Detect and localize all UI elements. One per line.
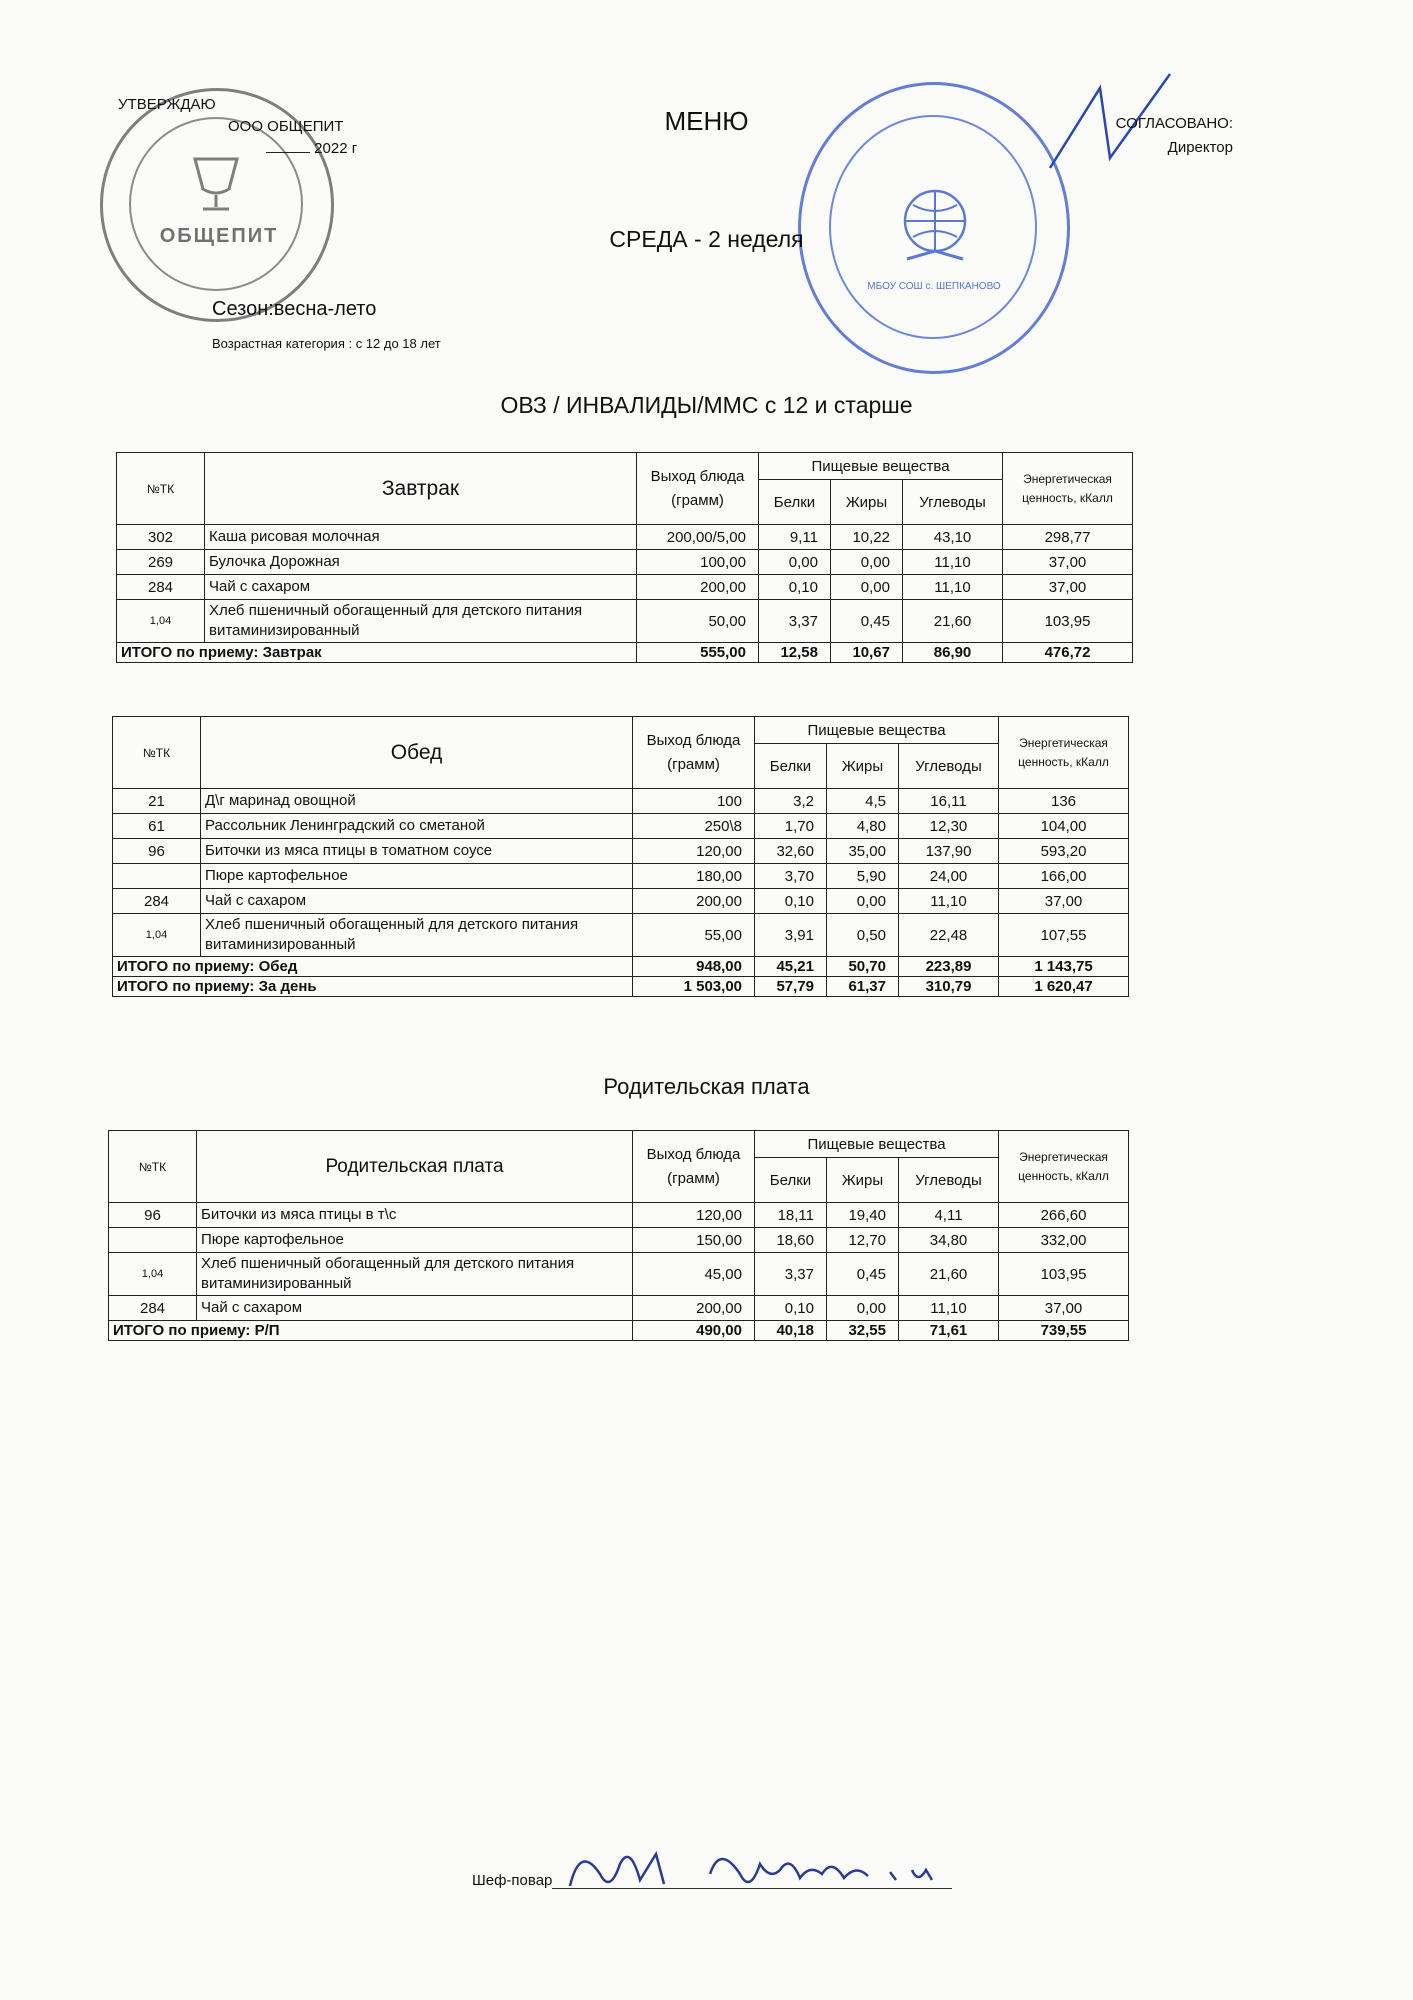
row-name: Рассольник Ленинградский со сметаной (201, 814, 633, 839)
row-carbs: 11,10 (903, 575, 1003, 600)
row-carbs: 16,11 (899, 789, 999, 814)
total-yield: 555,00 (637, 643, 759, 663)
row-yield: 120,00 (633, 1203, 755, 1228)
table-row (117, 525, 1133, 550)
row-code: 302 (117, 525, 205, 550)
col-nutrients-header: Пищевые вещества (759, 453, 1003, 480)
total-label: ИТОГО по приему: Р/П (109, 1321, 633, 1341)
breakfast-rows (117, 525, 1133, 643)
parent-section-title: Родительская плата (603, 1074, 810, 1099)
breakfast-total-row (117, 643, 1133, 663)
col-code-header: №ТК (113, 717, 201, 789)
row-code (113, 864, 201, 889)
row-code: 284 (117, 575, 205, 600)
row-name: Хлеб пшеничный обогащенный для детского питания витаминизированный (197, 1253, 633, 1296)
row-code: 284 (113, 889, 201, 914)
row-energy: 103,95 (1003, 600, 1133, 643)
table-row (113, 864, 1129, 889)
row-energy: 266,60 (999, 1203, 1129, 1228)
meal-header: Родительская плата (197, 1131, 633, 1203)
total-energy: 476,72 (1003, 643, 1133, 663)
row-name: Биточки из мяса птицы в томатном соусе (201, 839, 633, 864)
row-carbs: 12,30 (899, 814, 999, 839)
chef-signature (560, 1834, 980, 1904)
row-code: 1,04 (109, 1253, 197, 1296)
col-yield-header: Выход блюда (грамм) (633, 717, 755, 789)
table-row (109, 1203, 1129, 1228)
row-energy: 136 (999, 789, 1129, 814)
row-carbs: 137,90 (899, 839, 999, 864)
approve-label: УТВЕРЖДАЮ (118, 96, 216, 113)
row-protein: 3,70 (755, 864, 827, 889)
total-energy: 739,55 (999, 1321, 1129, 1341)
row-energy: 37,00 (999, 1296, 1129, 1321)
col-nutrients-header: Пищевые вещества (755, 717, 999, 744)
row-yield: 200,00 (637, 575, 759, 600)
row-yield: 55,00 (633, 914, 755, 957)
col-yield-header: Выход блюда (грамм) (633, 1131, 755, 1203)
row-protein: 0,00 (759, 550, 831, 575)
row-name: Каша рисовая молочная (205, 525, 637, 550)
row-fat: 0,00 (827, 889, 899, 914)
row-carbs: 24,00 (899, 864, 999, 889)
col-fat-header: Жиры (827, 744, 899, 789)
row-yield: 45,00 (633, 1253, 755, 1296)
row-yield: 250\8 (633, 814, 755, 839)
day-total-fat: 61,37 (827, 977, 899, 997)
row-fat: 0,00 (831, 575, 903, 600)
row-code: 96 (109, 1203, 197, 1228)
row-yield: 120,00 (633, 839, 755, 864)
school-stamp-label: МБОУ СОШ с. ШЕПКАНОВО (867, 281, 1001, 292)
section-title: ОВЗ / ИНВАЛИДЫ/ММС с 12 и старше (500, 392, 913, 418)
col-protein-header: Белки (755, 1158, 827, 1203)
row-protein: 0,10 (755, 889, 827, 914)
col-carbs-header: Углеводы (899, 744, 999, 789)
age-category-label: Возрастная категория : с 12 до 18 лет (212, 336, 441, 351)
row-name: Пюре картофельное (197, 1228, 633, 1253)
table-row (113, 889, 1129, 914)
col-energy-header: Энергетическая ценность, кКалл (999, 1131, 1129, 1203)
row-carbs: 11,10 (899, 889, 999, 914)
row-name: Чай с сахаром (197, 1296, 633, 1321)
row-energy: 37,00 (999, 889, 1129, 914)
row-carbs: 4,11 (899, 1203, 999, 1228)
col-fat-header: Жиры (827, 1158, 899, 1203)
total-carbs: 223,89 (899, 957, 999, 977)
total-carbs: 71,61 (899, 1321, 999, 1341)
row-protein: 0,10 (759, 575, 831, 600)
total-carbs: 86,90 (903, 643, 1003, 663)
parent-table (108, 1130, 1129, 1341)
row-energy: 103,95 (999, 1253, 1129, 1296)
row-name: Булочка Дорожная (205, 550, 637, 575)
col-fat-header: Жиры (831, 480, 903, 525)
row-fat: 19,40 (827, 1203, 899, 1228)
col-energy-header: Энергетическая ценность, кКалл (999, 717, 1129, 789)
row-energy: 104,00 (999, 814, 1129, 839)
row-fat: 10,22 (831, 525, 903, 550)
total-protein: 12,58 (759, 643, 831, 663)
total-fat: 32,55 (827, 1321, 899, 1341)
approve-date-line (266, 152, 310, 153)
row-name: Чай с сахаром (201, 889, 633, 914)
row-carbs: 21,60 (903, 600, 1003, 643)
row-fat: 4,80 (827, 814, 899, 839)
row-protein: 18,60 (755, 1228, 827, 1253)
row-fat: 0,45 (827, 1253, 899, 1296)
col-carbs-header: Углеводы (903, 480, 1003, 525)
row-energy: 107,55 (999, 914, 1129, 957)
season-label: Сезон:весна-лето (212, 298, 377, 320)
table-row (117, 575, 1133, 600)
total-label: ИТОГО по приему: Обед (113, 957, 633, 977)
table-row (109, 1253, 1129, 1296)
cup-icon (181, 153, 251, 215)
row-carbs: 22,48 (899, 914, 999, 957)
col-energy-header: Энергетическая ценность, кКалл (1003, 453, 1133, 525)
table-row (113, 814, 1129, 839)
row-name: Чай с сахаром (205, 575, 637, 600)
row-protein: 32,60 (755, 839, 827, 864)
row-fat: 0,00 (827, 1296, 899, 1321)
row-protein: 18,11 (755, 1203, 827, 1228)
row-yield: 200,00 (633, 1296, 755, 1321)
row-protein: 3,91 (755, 914, 827, 957)
row-carbs: 21,60 (899, 1253, 999, 1296)
agree-director: Директор (1167, 139, 1233, 156)
col-protein-header: Белки (759, 480, 831, 525)
row-fat: 35,00 (827, 839, 899, 864)
row-code: 1,04 (117, 600, 205, 643)
row-protein: 3,37 (755, 1253, 827, 1296)
meal-header: Завтрак (205, 453, 637, 525)
row-yield: 100,00 (637, 550, 759, 575)
day-total-energy: 1 620,47 (999, 977, 1129, 997)
org-stamp-label: ОБЩЕПИТ (159, 225, 279, 247)
row-code: 1,04 (113, 914, 201, 957)
lunch-table (112, 716, 1129, 997)
day-total-yield: 1 503,00 (633, 977, 755, 997)
row-name: Хлеб пшеничный обогащенный для детского питания витаминизированный (205, 600, 637, 643)
row-yield: 150,00 (633, 1228, 755, 1253)
row-carbs: 34,80 (899, 1228, 999, 1253)
table-row (109, 1296, 1129, 1321)
row-code: 61 (113, 814, 201, 839)
row-yield: 50,00 (637, 600, 759, 643)
row-protein: 1,70 (755, 814, 827, 839)
col-code-header: №ТК (117, 453, 205, 525)
total-label: ИТОГО по приему: Завтрак (117, 643, 637, 663)
total-fat: 50,70 (827, 957, 899, 977)
table-row (113, 789, 1129, 814)
row-code (109, 1228, 197, 1253)
row-yield: 200,00/5,00 (637, 525, 759, 550)
row-code: 96 (113, 839, 201, 864)
total-yield: 490,00 (633, 1321, 755, 1341)
row-carbs: 43,10 (903, 525, 1003, 550)
table-row (117, 600, 1133, 643)
table-row (113, 839, 1129, 864)
col-protein-header: Белки (755, 744, 827, 789)
meal-header: Обед (201, 717, 633, 789)
row-name: Биточки из мяса птицы в т\с (197, 1203, 633, 1228)
lunch-total-row (113, 957, 1129, 977)
row-energy: 37,00 (1003, 550, 1133, 575)
day-title: СРЕДА - 2 неделя (609, 226, 804, 252)
row-energy: 332,00 (999, 1228, 1129, 1253)
total-energy: 1 143,75 (999, 957, 1129, 977)
col-carbs-header: Углеводы (899, 1158, 999, 1203)
row-protein: 9,11 (759, 525, 831, 550)
row-carbs: 11,10 (903, 550, 1003, 575)
table-row (113, 914, 1129, 957)
row-yield: 180,00 (633, 864, 755, 889)
row-fat: 12,70 (827, 1228, 899, 1253)
col-nutrients-header: Пищевые вещества (755, 1131, 999, 1158)
table-row (117, 550, 1133, 575)
row-energy: 593,20 (999, 839, 1129, 864)
row-energy: 166,00 (999, 864, 1129, 889)
row-protein: 3,2 (755, 789, 827, 814)
lunch-rows (113, 789, 1129, 957)
approve-org: ООО ОБЩЕПИТ (228, 118, 344, 135)
col-yield-header: Выход блюда (грамм) (637, 453, 759, 525)
total-fat: 10,67 (831, 643, 903, 663)
row-fat: 0,50 (827, 914, 899, 957)
total-yield: 948,00 (633, 957, 755, 977)
row-carbs: 11,10 (899, 1296, 999, 1321)
row-protein: 0,10 (755, 1296, 827, 1321)
row-code: 269 (117, 550, 205, 575)
row-energy: 37,00 (1003, 575, 1133, 600)
chef-label: Шеф-повар (472, 1872, 553, 1889)
parent-total-row (109, 1321, 1129, 1341)
agree-label: СОГЛАСОВАНО: (1115, 115, 1233, 132)
day-total-row (113, 977, 1129, 997)
breakfast-table (116, 452, 1133, 663)
row-fat: 4,5 (827, 789, 899, 814)
row-fat: 0,45 (831, 600, 903, 643)
total-protein: 40,18 (755, 1321, 827, 1341)
day-total-label: ИТОГО по приему: За день (113, 977, 633, 997)
day-total-carbs: 310,79 (899, 977, 999, 997)
page-title: МЕНЮ (664, 106, 749, 136)
row-code: 21 (113, 789, 201, 814)
row-protein: 3,37 (759, 600, 831, 643)
row-energy: 298,77 (1003, 525, 1133, 550)
day-total-protein: 57,79 (755, 977, 827, 997)
row-name: Пюре картофельное (201, 864, 633, 889)
parent-rows (109, 1203, 1129, 1321)
row-name: Д\г маринад овощной (201, 789, 633, 814)
table-row (109, 1228, 1129, 1253)
row-code: 284 (109, 1296, 197, 1321)
row-fat: 5,90 (827, 864, 899, 889)
row-yield: 100 (633, 789, 755, 814)
total-protein: 45,21 (755, 957, 827, 977)
col-code-header: №ТК (109, 1131, 197, 1203)
approve-year-line (118, 138, 357, 160)
row-yield: 200,00 (633, 889, 755, 914)
approve-year: 2022 г (314, 140, 358, 157)
row-name: Хлеб пшеничный обогащенный для детского питания витаминизированный (201, 914, 633, 957)
row-fat: 0,00 (831, 550, 903, 575)
globe-book-icon (887, 177, 983, 273)
